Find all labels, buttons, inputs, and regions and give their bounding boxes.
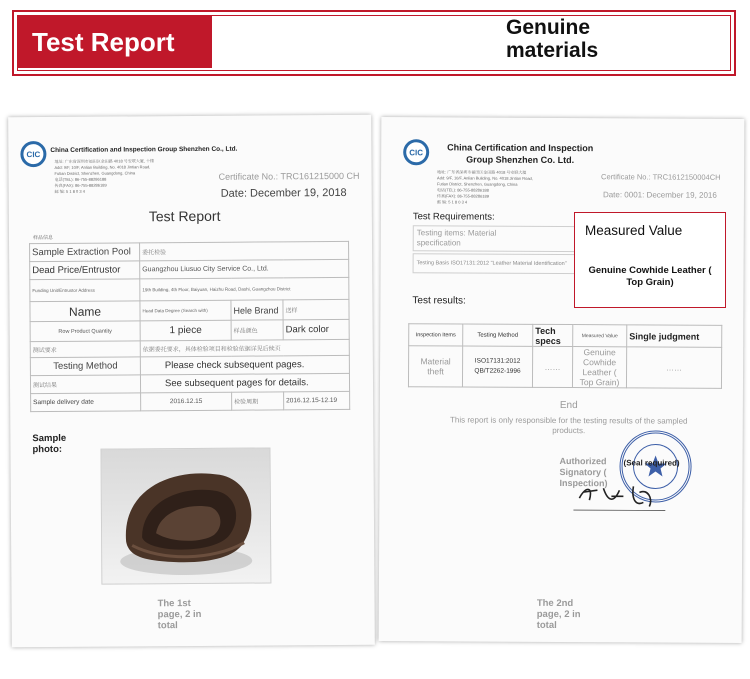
table-row (30, 277, 349, 301)
table-row (31, 391, 350, 411)
testing-items-text: Testing items: Material specification (416, 228, 497, 248)
cell-value: Head Data Degree (Search with) (140, 300, 231, 321)
address-line: 邮 编: 5 1 8 0 3 4 (436, 199, 468, 205)
column-header: Inspection Items (409, 324, 463, 346)
cell-method (462, 346, 532, 387)
cell-label: Hele Brand (231, 300, 283, 320)
cell-value: See subsequent pages for details. (140, 373, 349, 392)
sample-info-table (29, 241, 350, 412)
org-name: China Certification and Inspection Group Shenzhen Co., Ltd. (50, 145, 238, 154)
report-page-2 (379, 117, 745, 643)
cell-label: Sample delivery date (31, 393, 141, 412)
address-line: 传真(FAX): 86-755-88286189 (54, 182, 107, 188)
page-title: Test Report (18, 16, 212, 68)
certificate-number: Certificate No.: TRC161215000 CH (218, 170, 360, 182)
cell-label: Name (30, 301, 140, 322)
cell-item: Material theft (408, 346, 462, 387)
certificate-number: Certificate No.: TRC1612150004CH (601, 172, 721, 182)
cell-label: 测试结果 (30, 375, 140, 394)
cell-value: Please check subsequent pages. (140, 355, 349, 374)
table-row (30, 259, 349, 279)
table-row (30, 373, 349, 393)
sample-photo (100, 447, 271, 584)
cell-value: Dark color (283, 319, 349, 339)
results-table (408, 323, 722, 389)
table-header-row (409, 324, 722, 348)
method-line-2: QB/T2262-1996 (474, 367, 521, 375)
address-line: Add: 9/F, 10/F, Anlian Building, No. 4018 Jintian Road, (54, 164, 151, 170)
report-page-1 (8, 115, 375, 648)
address-line: Futian District, Shenzhen, Guangdong, China (54, 170, 136, 176)
genuine-line-2: materials (506, 39, 599, 62)
cell-label: 测试要求 (30, 341, 140, 358)
callout-title: Measured Value (585, 223, 683, 238)
seal-required-label: (Seal required) (623, 458, 680, 468)
cell-value: 2016.12.15 (141, 392, 232, 411)
cell-label: Row Product Quantity (30, 321, 140, 342)
column-header: Measured Value (573, 325, 627, 347)
leather-belt-image (101, 448, 270, 583)
page-footer: The 1st page, 2 in total (157, 598, 202, 632)
address-line: 传真(FAX): 86-755-88286189 (436, 193, 490, 199)
address-line: 邮 编: 5 1 8 0 3 4 (54, 188, 85, 194)
test-requirements-label: Test Requirements: (412, 211, 495, 223)
report-date: Date: December 19, 2018 (220, 186, 347, 200)
address-block (54, 158, 204, 195)
test-results-label: Test results: (412, 295, 466, 307)
cell-value: 送样 (283, 299, 349, 319)
authorized-signatory: Authorized Signatory ( Inspection) (559, 455, 608, 489)
cell-value: 19th Building, 4th Floor, Baiyuan, Haizhu Road, Dashi, Guangzhou District (140, 277, 349, 300)
address-line: 电话(TEL): 86-755-88286188 (436, 187, 489, 193)
table-row (408, 346, 721, 389)
table-row (30, 299, 349, 321)
report-date: Date: 0001: December 19, 2016 (602, 190, 717, 200)
cic-logo-icon: CIC (403, 139, 429, 165)
cell-label: Funding Unit/Entrustor Address (30, 279, 140, 302)
responsibility-note: This report is only responsible for the testing results of the sampled products. (450, 415, 688, 436)
address-block (437, 169, 587, 206)
callout-value: Genuine Cowhide Leather ( Top Grain) (588, 265, 712, 288)
address-line: 地址: 广东省深圳市福田区金田路 4018 号安联大厦 (437, 169, 527, 175)
cell-value: 2016.12.15-12.19 (284, 391, 350, 409)
table-row (30, 241, 349, 261)
org-name: China Certification and Inspection Group Shenzhen Co. Ltd. (447, 142, 594, 166)
cic-logo-icon: CIC (20, 141, 46, 167)
end-marker: End (559, 399, 578, 412)
table-row (30, 355, 349, 375)
column-header: Testing Method (463, 324, 533, 346)
sample-photo-label: Sample photo: (32, 432, 67, 456)
column-header: Single judgment (627, 325, 722, 347)
page-footer: The 2nd page, 2 in total (536, 597, 581, 631)
cell-label: Sample Extraction Pool (30, 243, 140, 262)
signature-mark (573, 478, 683, 515)
genuine-line-1: Genuine (506, 16, 591, 39)
cell-label: Testing Method (30, 357, 140, 376)
address-line: 地址: 广东省深圳市福田区金田路 4018 号安联大厦, 十楼 (54, 158, 155, 164)
cell-value: 依据委托要求，具体检验项目和检验依据详见后续页 (140, 339, 349, 356)
address-line: Add: 9/F, 10/F, Anlian Building, No. 4018 Jintian Road, (437, 175, 533, 181)
cell-value: Guangzhou Liusuo City Service Co., Ltd. (140, 259, 349, 278)
method-line-1: ISO17131:2012 (474, 357, 521, 365)
cell-label: 样品颜色 (231, 320, 283, 340)
address-line: Futian District, Shenzhen, Guangdong, China (437, 181, 518, 187)
address-line: 电话(TEL): 86-755-88286188 (54, 176, 107, 182)
cell-value: 1 piece (140, 320, 231, 341)
cell-label: Dead Price/Entrustor (30, 261, 140, 280)
column-header: Tech specs (533, 324, 573, 346)
measured-value-callout (574, 212, 726, 308)
cell-specs: …… (532, 346, 572, 387)
testing-basis-text: Testing Basis ISO17131:2012 "Leather Material Identification" (416, 260, 567, 268)
cell-label: 检验周期 (232, 392, 284, 410)
genuine-materials-heading (506, 16, 598, 62)
cell-judgment: …… (626, 347, 721, 388)
cell-value: 委托检验 (140, 241, 349, 260)
report-heading: Test Report (148, 207, 221, 225)
section-label: 样品信息 (32, 234, 54, 242)
cell-measured: Genuine Cowhide Leather ( Top Grain) (572, 347, 626, 388)
table-row (30, 319, 349, 341)
